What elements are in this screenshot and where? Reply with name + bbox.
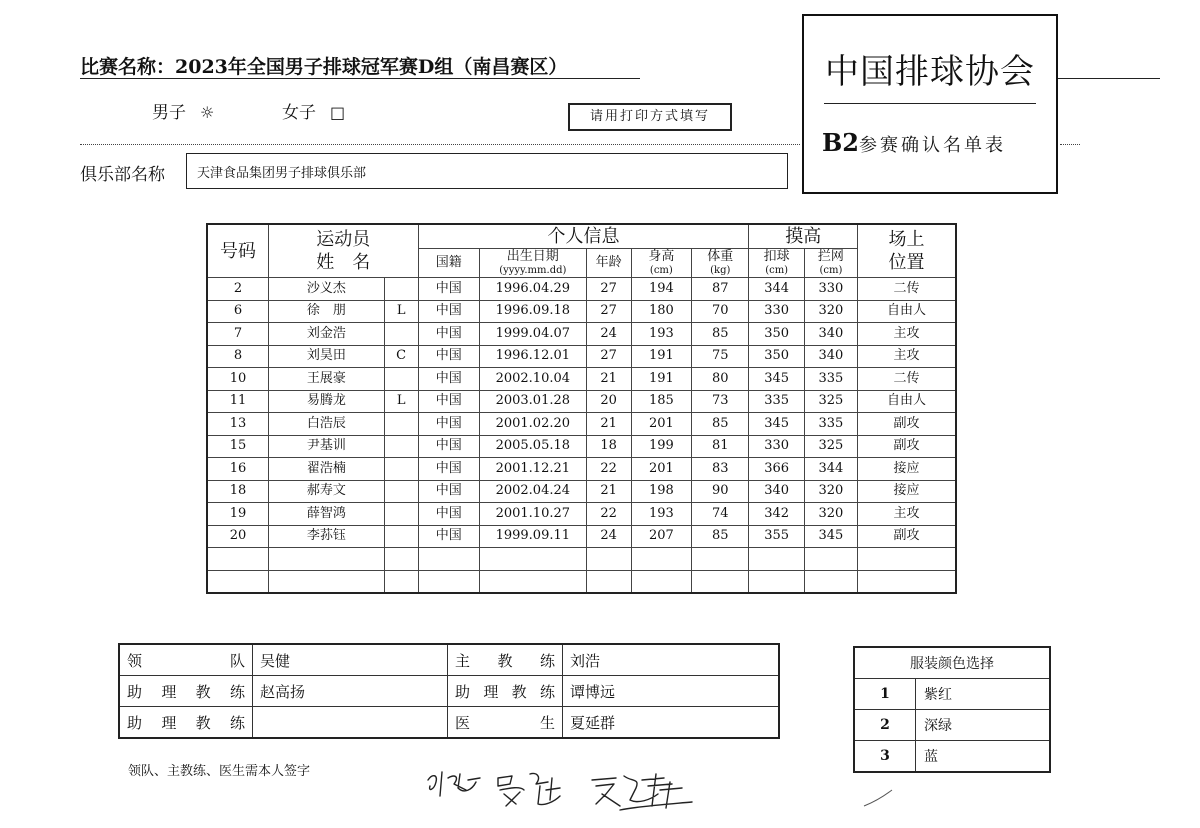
header-position-line2: 位置 [888,252,925,273]
assistant-label-3: 助理教练 [119,707,253,739]
cell-pos: 自由人 [858,390,956,413]
cell-pos: 接应 [858,480,956,503]
cell-name: 白浩辰 [268,413,384,436]
cell-spike: 344 [749,278,804,301]
assistant-label-2: 助理教练 [448,676,563,707]
cell-name: 翟浩楠 [268,458,384,481]
header-spike [749,249,804,278]
header-position-line1: 场上 [888,229,925,250]
cell-nat: 中国 [418,503,479,526]
cell-block: 345 [804,525,857,548]
female-option[interactable] [282,98,345,123]
cell-age: 18 [586,435,631,458]
cell-nat: 中国 [418,435,479,458]
cell-birth: 2003.01.28 [480,390,587,413]
cell-block: 325 [804,435,857,458]
blank-cell[interactable] [749,570,804,593]
cell-no: 8 [207,345,268,368]
color-option-1[interactable] [854,679,1050,710]
table-row [207,300,956,323]
blank-cell[interactable] [384,570,418,593]
cell-name: 郝寿文 [268,480,384,503]
cell-nat: 中国 [418,323,479,346]
cell-height: 199 [631,435,691,458]
blank-cell[interactable] [804,570,857,593]
color-num-2: 2 [854,710,916,741]
header-personal-info: 个人信息 [418,224,749,249]
club-label: 俱乐部名称 [80,165,165,185]
cell-no: 7 [207,323,268,346]
blank-cell[interactable] [268,570,384,593]
cell-no: 16 [207,458,268,481]
assistant-value-1[interactable]: 赵高扬 [253,676,448,707]
cell-spike: 335 [749,390,804,413]
header-nationality: 国籍 [418,249,479,278]
header-height-label: 身高 [648,249,675,264]
cell-no: 13 [207,413,268,436]
color-option-2[interactable] [854,710,1050,741]
cell-flag [384,368,418,391]
cell-block: 325 [804,390,857,413]
blank-cell[interactable] [480,548,587,571]
cell-block: 320 [804,480,857,503]
header-spike-unit: (cm) [765,265,789,276]
pen-mark-icon [862,786,902,808]
header-reach: 摸高 [749,224,858,249]
staff-table [118,643,780,739]
doctor-label: 医生 [448,707,563,739]
leader-label: 领队 [119,644,253,676]
table-row [207,435,956,458]
cell-birth: 1999.04.07 [480,323,587,346]
head-coach-label: 主教练 [448,644,563,676]
roster-header-row-1 [207,224,956,249]
staff-row-1 [119,644,779,676]
cell-spike: 342 [749,503,804,526]
blank-cell[interactable] [418,570,479,593]
blank-cell[interactable] [384,548,418,571]
header-birth [480,249,587,278]
cell-name: 尹基训 [268,435,384,458]
color-option-3[interactable] [854,741,1050,773]
cell-flag [384,278,418,301]
cell-name: 王展豪 [268,368,384,391]
table-row [207,480,956,503]
cell-name: 沙义杰 [268,278,384,301]
competition-title: 比赛名称：2023年全国男子排球冠军赛D组（南昌赛区） [80,56,568,78]
cell-weight: 85 [692,525,749,548]
staff-row-2 [119,676,779,707]
cell-age: 27 [586,345,631,368]
header-weight-label: 体重 [707,249,734,264]
male-option[interactable] [152,98,214,123]
blank-cell[interactable] [418,548,479,571]
blank-cell[interactable] [268,548,384,571]
signature-leader [498,773,560,806]
cell-spike: 366 [749,458,804,481]
cell-no: 18 [207,480,268,503]
cell-block: 340 [804,345,857,368]
header-block-label: 拦网 [817,249,844,264]
header-birth-label: 出生日期 [506,249,559,264]
cell-height: 193 [631,503,691,526]
cell-pos: 主攻 [858,345,956,368]
cell-weight: 81 [692,435,749,458]
color-name-2: 深绿 [916,710,1051,741]
header-height [631,249,691,278]
blank-cell[interactable] [631,570,691,593]
blank-cell[interactable] [586,570,631,593]
cell-name: 徐 朋 [268,300,384,323]
blank-cell[interactable] [207,570,268,593]
female-label: 女子 [282,103,316,123]
blank-cell[interactable] [858,570,956,593]
cell-age: 27 [586,278,631,301]
cell-block: 344 [804,458,857,481]
cell-spike: 345 [749,413,804,436]
cell-height: 201 [631,458,691,481]
header-block [804,249,857,278]
cell-age: 21 [586,368,631,391]
header-number: 号码 [207,224,268,278]
cell-name: 薛智鸿 [268,503,384,526]
male-mark-icon: ☼ [200,103,215,122]
form-title-text: 参赛确认名单表 [858,135,1006,156]
header-athlete-line2: 姓 名 [316,252,371,273]
header-weight [692,249,749,278]
cell-spike: 345 [749,368,804,391]
cell-height: 201 [631,413,691,436]
cell-height: 191 [631,368,691,391]
header-athlete [268,224,418,278]
table-row [207,503,956,526]
cell-nat: 中国 [418,300,479,323]
table-row [207,525,956,548]
association-name: 中国排球协会 [825,52,1035,92]
header-birth-format: (yyyy.mm.dd) [499,265,567,276]
cell-nat: 中国 [418,413,479,436]
right-rule [1056,78,1160,79]
table-row [207,323,956,346]
signature-note: 领队、主教练、医生需本人签字 [128,764,311,779]
cell-age: 22 [586,458,631,481]
cell-age: 20 [586,390,631,413]
blank-cell[interactable] [692,570,749,593]
cell-pos: 副攻 [858,413,956,436]
table-row [207,345,956,368]
blank-cell[interactable] [749,548,804,571]
club-name-field[interactable] [186,153,788,189]
cell-birth: 1996.12.01 [480,345,587,368]
color-name-1: 紫红 [916,679,1051,710]
title-underline [80,78,640,79]
cell-birth: 1996.04.29 [480,278,587,301]
signature-head-coach [428,772,480,796]
cell-block: 320 [804,300,857,323]
head-coach-value[interactable]: 刘浩 [563,644,780,676]
table-row [207,368,956,391]
cell-flag [384,480,418,503]
cell-spike: 355 [749,525,804,548]
blank-row[interactable] [207,570,956,593]
cell-pos: 副攻 [858,435,956,458]
roster-table [206,223,957,594]
cell-flag: L [384,390,418,413]
blank-cell[interactable] [692,548,749,571]
header-weight-unit: (kg) [710,265,731,276]
cell-birth: 2002.10.04 [480,368,587,391]
cell-weight: 85 [692,413,749,436]
cell-flag [384,525,418,548]
cell-flag [384,323,418,346]
cell-weight: 83 [692,458,749,481]
cell-birth: 2005.05.18 [480,435,587,458]
club-name-value: 天津食品集团男子排球俱乐部 [197,166,367,181]
cell-pos: 主攻 [858,323,956,346]
cell-age: 21 [586,480,631,503]
association-divider [824,103,1036,104]
color-num-1: 1 [854,679,916,710]
cell-nat: 中国 [418,480,479,503]
cell-weight: 70 [692,300,749,323]
cell-weight: 90 [692,480,749,503]
cell-nat: 中国 [418,368,479,391]
cell-weight: 85 [692,323,749,346]
cell-birth: 2001.10.27 [480,503,587,526]
cell-no: 15 [207,435,268,458]
cell-birth: 2001.02.20 [480,413,587,436]
cell-block: 330 [804,278,857,301]
cell-age: 21 [586,413,631,436]
cell-birth: 2002.04.24 [480,480,587,503]
cell-flag [384,435,418,458]
table-row [207,413,956,436]
cell-weight: 74 [692,503,749,526]
blank-cell[interactable] [480,570,587,593]
cell-name: 李荪钰 [268,525,384,548]
staff-row-3 [119,707,779,739]
uniform-color-table [853,646,1051,773]
cell-no: 6 [207,300,268,323]
cell-height: 191 [631,345,691,368]
form-code: B2 [822,128,859,157]
cell-weight: 75 [692,345,749,368]
cell-pos: 接应 [858,458,956,481]
cell-block: 335 [804,413,857,436]
cell-name: 刘金浩 [268,323,384,346]
assistant-label-1: 助理教练 [119,676,253,707]
cell-spike: 350 [749,323,804,346]
cell-pos: 自由人 [858,300,956,323]
cell-spike: 350 [749,345,804,368]
cell-nat: 中国 [418,278,479,301]
header-height-unit: (cm) [649,265,673,276]
cell-flag [384,458,418,481]
cell-height: 207 [631,525,691,548]
cell-birth: 2001.12.21 [480,458,587,481]
cell-spike: 340 [749,480,804,503]
cell-height: 185 [631,390,691,413]
doctor-value[interactable]: 夏延群 [563,707,780,739]
blank-cell[interactable] [586,548,631,571]
form-title [822,128,1006,157]
cell-name: 刘昊田 [268,345,384,368]
blank-cell[interactable] [804,548,857,571]
color-title-row [854,647,1050,679]
header-block-unit: (cm) [819,265,843,276]
cell-height: 180 [631,300,691,323]
cell-flag [384,413,418,436]
cell-weight: 87 [692,278,749,301]
cell-nat: 中国 [418,345,479,368]
leader-value[interactable]: 吴健 [253,644,448,676]
cell-block: 340 [804,323,857,346]
blank-row[interactable] [207,548,956,571]
header-spike-label: 扣球 [763,249,790,264]
cell-no: 20 [207,525,268,548]
cell-nat: 中国 [418,458,479,481]
cell-height: 193 [631,323,691,346]
print-note: 请用打印方式填写 [568,103,732,131]
roster-body [207,278,956,594]
table-row [207,278,956,301]
dotted-divider [80,144,800,145]
color-name-3: 蓝 [916,741,1051,773]
cell-flag [384,503,418,526]
dotted-divider-right [1060,144,1080,145]
cell-pos: 二传 [858,278,956,301]
cell-name: 易腾龙 [268,390,384,413]
cell-spike: 330 [749,435,804,458]
cell-flag: C [384,345,418,368]
cell-birth: 1996.09.18 [480,300,587,323]
assistant-value-2[interactable]: 谭博远 [563,676,780,707]
cell-no: 19 [207,503,268,526]
cell-block: 320 [804,503,857,526]
header-age: 年龄 [586,249,631,278]
signature-doctor [592,774,692,810]
cell-height: 194 [631,278,691,301]
color-num-3: 3 [854,741,916,773]
cell-weight: 73 [692,390,749,413]
cell-pos: 二传 [858,368,956,391]
cell-nat: 中国 [418,525,479,548]
cell-pos: 主攻 [858,503,956,526]
color-title: 服装颜色选择 [854,647,1050,679]
association-box [802,14,1058,194]
cell-age: 24 [586,323,631,346]
table-row [207,458,956,481]
female-checkbox-icon: □ [330,103,346,122]
header-athlete-line1: 运动员 [316,229,371,250]
cell-spike: 330 [749,300,804,323]
cell-birth: 1999.09.11 [480,525,587,548]
handwritten-signatures [420,760,710,818]
cell-weight: 80 [692,368,749,391]
assistant-value-3[interactable] [253,707,448,739]
table-row [207,390,956,413]
cell-nat: 中国 [418,390,479,413]
cell-age: 24 [586,525,631,548]
cell-no: 10 [207,368,268,391]
cell-age: 27 [586,300,631,323]
cell-pos: 副攻 [858,525,956,548]
cell-no: 2 [207,278,268,301]
cell-height: 198 [631,480,691,503]
cell-age: 22 [586,503,631,526]
blank-cell[interactable] [207,548,268,571]
cell-no: 11 [207,390,268,413]
cell-block: 335 [804,368,857,391]
blank-cell[interactable] [631,548,691,571]
header-position [858,224,956,278]
cell-flag: L [384,300,418,323]
blank-cell[interactable] [858,548,956,571]
male-label: 男子 [152,103,186,123]
